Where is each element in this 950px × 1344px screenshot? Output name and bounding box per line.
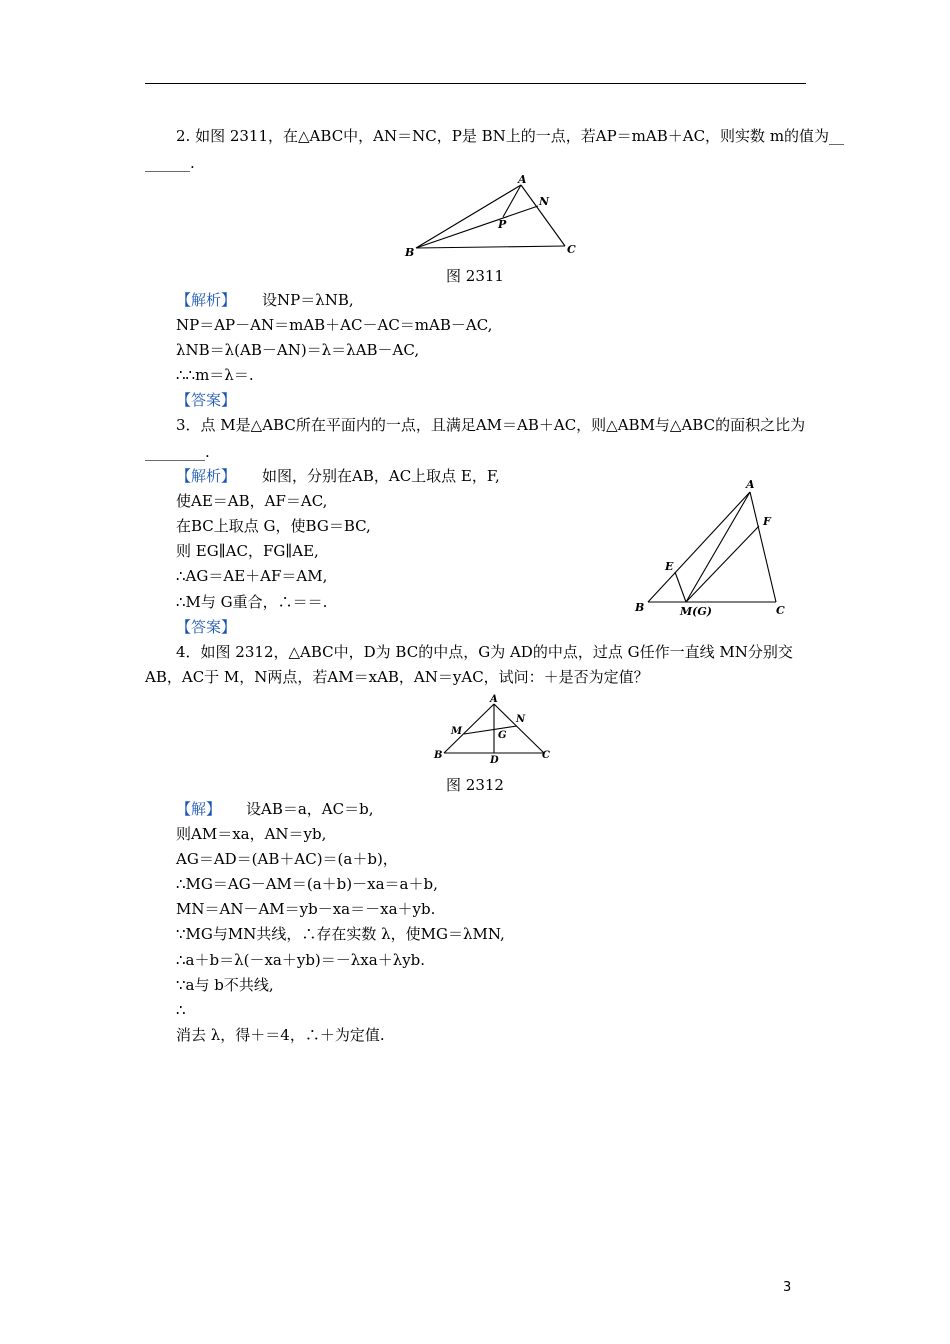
fig1-label-p: P <box>498 218 507 231</box>
header-rule <box>145 83 806 84</box>
q3-line-2: ________. <box>145 443 210 461</box>
sol4-line-7: ∴a＋b＝λ(－xa＋yb)＝－λxa＋λyb. <box>176 951 426 969</box>
fig2-label-e: E <box>665 560 674 573</box>
sol2-tag: 【解析】 <box>176 291 237 309</box>
sol4-line-10: 消去 λ，得＋＝4，∴＋为定值. <box>176 1026 385 1044</box>
sol3-line-6: ∴M与 G重合，∴＝＝. <box>176 593 328 611</box>
sol4-line-4: ∴MG＝AG－AM＝(a＋b)－xa＝a＋b, <box>176 875 438 893</box>
q4-line-2: AB，AC于 M，N两点，若AM＝xAB，AN＝yAC，试问：＋是否为定值？ <box>145 668 649 686</box>
fig1-label-c: C <box>567 243 576 256</box>
sol2-line-3: λNB＝λ(AB－AN)＝λ＝λAB－AC, <box>176 341 420 359</box>
figure-triangle-abc-mg <box>628 472 798 622</box>
sol3-line-3: 在BC上取点 G，使BG＝BC, <box>176 517 371 535</box>
fig2-label-a: A <box>746 478 755 491</box>
page-number: 3 <box>783 1280 792 1295</box>
sol3-line-1: 如图，分别在AB，AC上取点 E，F, <box>262 467 500 485</box>
sol4-line-9: ∴ <box>176 1001 186 1019</box>
fig3-label-c: C <box>542 750 550 761</box>
figure-2312 <box>430 692 560 767</box>
fig2-label-c: C <box>776 604 785 617</box>
sol2-line-1: 设NP＝λNB, <box>262 291 354 309</box>
sol4-line-1: 设AB＝a，AC＝b, <box>246 800 374 818</box>
q2-line-1: 2. 如图 2311，在△ABC中，AN＝NC，P是 BN上的一点，若AP＝mAB＋AC，则实数 m的值为__ <box>176 127 845 145</box>
sol2-line-4: ∴∴m＝λ＝. <box>176 366 254 384</box>
figure-2311 <box>400 172 590 262</box>
fig2-label-b: B <box>635 601 645 614</box>
sol3-line-5: ∴AG＝AE＋AF＝AM, <box>176 567 328 585</box>
fig3-label-n: N <box>516 714 526 725</box>
fig1-label-n: N <box>539 195 550 208</box>
sol2-line-2: NP＝AP－AN＝mAB＋AC－AC＝mAB－AC, <box>176 316 493 334</box>
sol4-tag: 【解】 <box>176 800 222 818</box>
figure-2311-caption: 图 2311 <box>446 267 504 285</box>
fig1-label-a: A <box>518 173 527 186</box>
fig1-label-b: B <box>405 246 415 259</box>
sol4-line-3: AG＝AD＝(AB＋AC)＝(a＋b)， <box>176 850 398 868</box>
q4-line-1: 4．如图 2312，△ABC中，D为 BC的中点，G为 AD的中点，过点 G任作一直线 MN分别交 <box>176 643 793 661</box>
sol3-answer-tag: 【答案】 <box>176 618 237 636</box>
sol4-line-8: ∵a与 b不共线, <box>176 976 274 994</box>
q2-line-2: ______. <box>145 154 195 172</box>
fig3-label-m: M <box>451 726 463 737</box>
sol4-line-6: ∵MG与MN共线，∴存在实数 λ，使MG＝λMN, <box>176 925 505 943</box>
sol4-line-5: MN＝AN－AM＝yb－xa＝－xa＋yb. <box>176 900 436 918</box>
fig3-label-d: D <box>490 755 499 766</box>
sol4-line-2: 则AM＝xa，AN＝yb, <box>176 825 327 843</box>
fig2-label-mg: M(G) <box>680 605 712 618</box>
fig3-label-b: B <box>434 750 443 761</box>
q3-line-1: 3．点 M是△ABC所在平面内的一点，且满足AM＝AB＋AC，则△ABM与△ABC的面积之比为 <box>176 416 806 434</box>
fig3-label-g: G <box>498 730 507 741</box>
fig3-label-a: A <box>490 694 498 705</box>
sol3-tag: 【解析】 <box>176 467 237 485</box>
sol3-line-4: 则 EG∥AC，FG∥AE, <box>176 542 319 560</box>
sol2-answer-tag: 【答案】 <box>176 391 237 409</box>
figure-2312-caption: 图 2312 <box>446 776 504 794</box>
sol3-line-2: 使AE＝AB，AF＝AC, <box>176 492 328 510</box>
fig2-label-f: F <box>763 515 771 528</box>
